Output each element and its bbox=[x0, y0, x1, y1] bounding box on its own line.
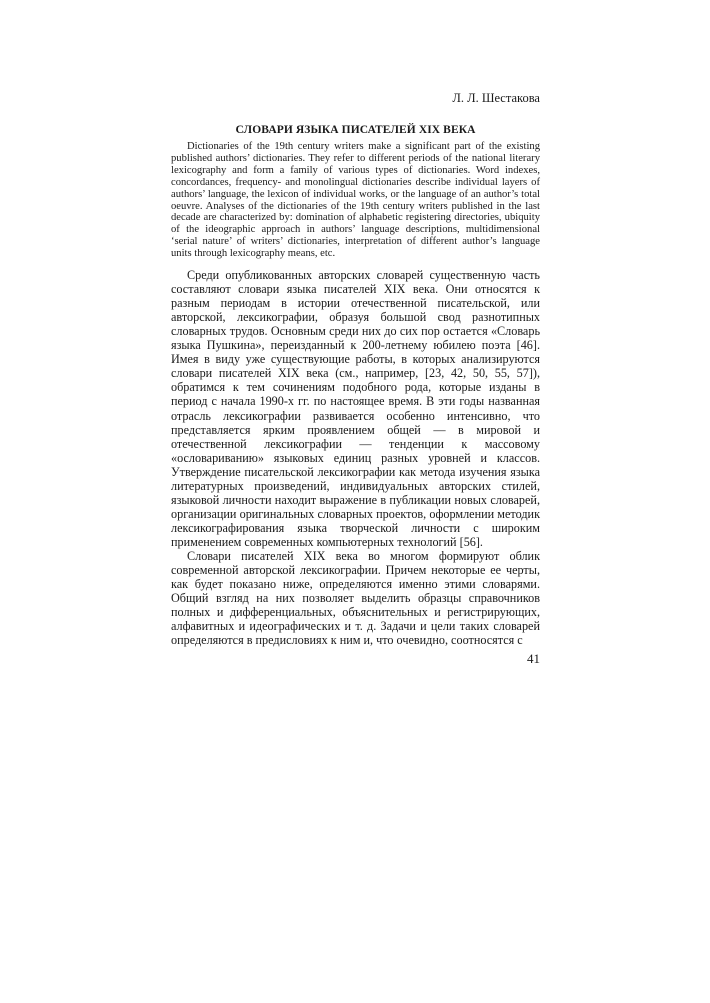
abstract-paragraph: Dictionaries of the 19th century writers make a significant part of the existing published authors’ dictionaries. They refer to different periods of the national literary lexicography and form a family of various types of dictionaries. Word indexes, concordances, frequency- and monolingual dictionaries describe individual layers of authors’ language, the lexicon of individual works, or the language of an author’s total oeuvre. Analyses of the dictionaries of the 19th century writers published in the last decade are characterized by: domination of alphabetic registering directories, ubiquity of the ideographic approach in authors’ language descriptions, multidimensional ‘serial nature’ of writers’ dictionaries, interpretation of different author’s language units through lexicography means, etc. bbox=[171, 141, 540, 260]
running-head-author: Л. Л. Шестакова bbox=[452, 91, 540, 105]
page-content bbox=[171, 90, 540, 647]
body-paragraph: Словари писателей XIX века во многом формируют облик современной авторской лексикографии. Причем некоторые ее черты, как будет показано ниже, определяются именно этими словарями. Общий взгляд на них позволяет выделить образцы справочников полных и дифференциальных, объяснительных и регистрирующих, алфавитных и идеографических и т. д. Задачи и цели таких словарей определяются в предисловиях к ним и, что очевидно, соотносятся с bbox=[171, 549, 540, 648]
page-number: 41 bbox=[527, 651, 540, 666]
article-body bbox=[171, 268, 540, 647]
article-title: СЛОВАРИ ЯЗЫКА ПИСАТЕЛЕЙ XIX ВЕКА bbox=[235, 124, 476, 136]
body-paragraph: Среди опубликованных авторских словарей существенную часть составляют словари языка писателей XIX века. Они относятся к разным периодам в истории отечественной писательской, или авторской, лексикографии, образуя большой свод разнотипных словарных трудов. Основным среди них до сих пор остается «Словарь языка Пушкина», переизданный к 200-летнему юбилею поэта [46]. Имея в виду уже существующие работы, в которых анализируются словари писателей XIX века (см., например, [23, 42, 50, 55, 57]), обратимся к тем сочинениям подобного рода, которые изданы в период с начала 1990-х гг. по настоящее время. В эти годы названная отрасль лексикографии развивается особенно интенсивно, что представляется ярким проявлением общей — в мировой и отечественной лексикографии — тенденции к массовому «ословариванию» языковых единиц разных уровней и классов. Утверждение писательской лексикографии как метода изучения языка литературных произведений, индивидуальных авторских стилей, языковой личности находит выражение в публикации новых словарей, организации оригинальных словарных проектов, оформлении методик лексикографирования языка творческой личности с широким применением современных компьютерных технологий [56]. bbox=[171, 268, 540, 549]
